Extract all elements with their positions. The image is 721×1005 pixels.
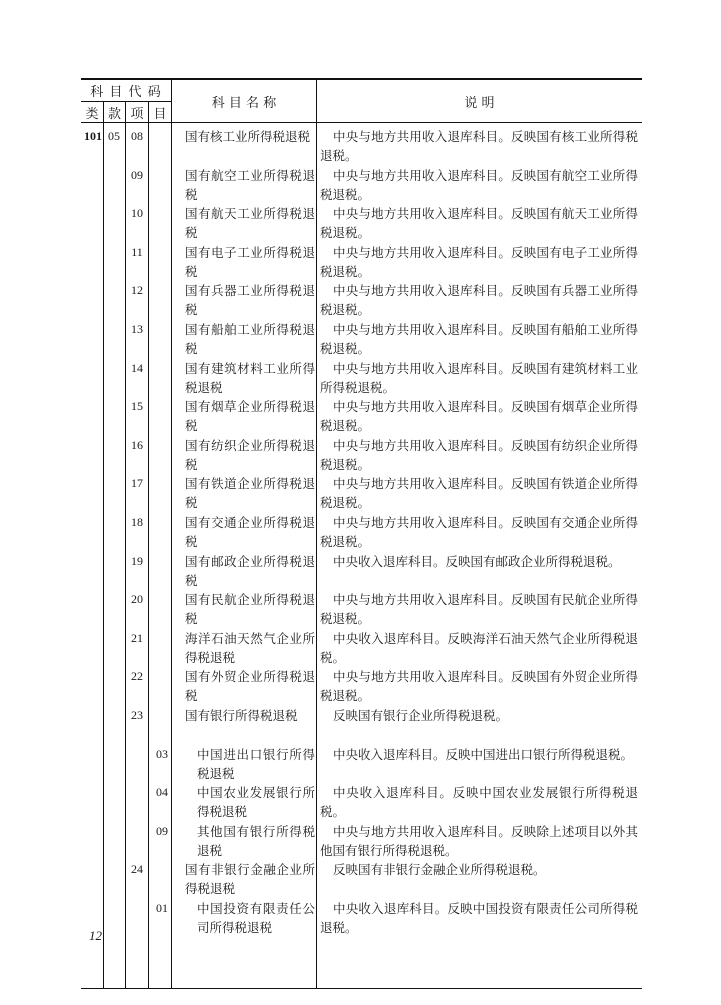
subject-description: 中央与地方共用收入退库科目。反映国有纺织企业所得税退税。 — [320, 437, 638, 472]
subject-name: 国有电子工业所得税退税 — [185, 244, 315, 279]
table-row — [81, 243, 642, 281]
code-xiang: 19 — [131, 553, 143, 568]
code-mu: 04 — [156, 785, 168, 800]
subject-name: 国有外贸企业所得税退税 — [185, 669, 315, 704]
table-row — [81, 281, 642, 319]
table-row — [81, 745, 642, 783]
code-xiang: 10 — [131, 206, 143, 221]
table-bottom-rule — [81, 988, 642, 989]
code-xiang: 20 — [131, 592, 143, 607]
code-xiang: 11 — [131, 244, 143, 259]
table-row — [81, 860, 642, 898]
header-xiang: 项 — [130, 106, 144, 122]
subject-name: 海洋石油天然气企业所得税退税 — [185, 630, 315, 665]
subject-description: 中央与地方共用收入退库科目。反映国有烟草企业所得税退税。 — [320, 399, 638, 434]
header-mu: 目 — [153, 106, 167, 122]
subject-name: 国有航天工业所得税退税 — [185, 206, 315, 241]
subject-name: 中国农业发展银行所得税退税 — [197, 785, 315, 820]
subject-name: 国有邮政企业所得税退税 — [185, 553, 315, 588]
code-xiang: 08 — [131, 129, 143, 143]
table-row — [81, 899, 642, 937]
code-xiang: 21 — [131, 630, 143, 645]
subject-description: 中央与地方共用收入退库科目。反映国有船舶工业所得税退税。 — [320, 322, 638, 356]
code-xiang: 23 — [131, 708, 143, 722]
table-row — [81, 127, 642, 165]
header-divider — [103, 102, 104, 122]
subject-description: 中央与地方共用收入退库科目。反映国有航空工业所得税退税。 — [320, 167, 638, 202]
code-xiang: 12 — [131, 283, 143, 298]
table-header — [81, 80, 642, 123]
subject-name: 国有烟草企业所得税退税 — [185, 399, 315, 434]
subject-description: 中央与地方共用收入退库科目。反映国有铁道企业所得税退税。 — [320, 476, 638, 511]
subject-description: 中央收入退库科目。反映海洋石油天然气企业所得税退税。 — [320, 630, 638, 665]
page-number: 12 — [89, 928, 102, 943]
code-xiang: 17 — [131, 476, 143, 491]
code-mu: 01 — [156, 901, 168, 915]
subject-description: 中央收入退库科目。反映中国农业发展银行所得税退税。 — [320, 785, 638, 820]
table-row — [81, 359, 642, 397]
subject-description: 反映国有非银行金融企业所得税退税。 — [333, 862, 546, 878]
subject-description: 中央收入退库科目。反映中国投资有限责任公司所得税退税。 — [320, 901, 638, 935]
code-xiang: 18 — [131, 515, 143, 529]
header-kuan: 款 — [107, 106, 121, 122]
table-row — [81, 590, 642, 628]
code-xiang: 16 — [131, 437, 143, 452]
subject-name: 国有民航企业所得税退税 — [185, 592, 315, 627]
code-xiang: 22 — [131, 669, 143, 684]
table-row — [81, 397, 642, 435]
subject-description: 中央与地方共用收入退库科目。反映除上述项目以外其他国有银行所得税退税。 — [320, 823, 638, 858]
subject-description: 反映国有银行企业所得税退税。 — [333, 708, 509, 723]
subject-name: 国有非银行金融企业所得税退税 — [185, 862, 315, 897]
header-subject-name: 科 目 名 称 — [211, 95, 277, 111]
code-mu: 09 — [156, 823, 168, 838]
header-divider — [125, 102, 126, 122]
table-row — [81, 822, 642, 860]
code-xiang: 15 — [131, 399, 143, 414]
table-body — [81, 123, 642, 988]
table-row — [81, 166, 642, 204]
header-description: 说 明 — [464, 95, 495, 111]
header-code-group: 科 目 代 码 — [90, 85, 162, 100]
subject-name: 中国进出口银行所得税退税 — [197, 746, 315, 781]
subject-name: 国有交通企业所得税退税 — [185, 515, 315, 549]
table-row — [81, 474, 642, 512]
table-row — [81, 436, 642, 474]
subject-name: 国有铁道企业所得税退税 — [185, 476, 315, 511]
code-kuan: 05 — [108, 129, 120, 143]
subject-description: 中央与地方共用收入退库科目。反映国有交通企业所得税退税。 — [320, 515, 638, 549]
header-divider — [148, 102, 149, 122]
subject-name: 国有银行所得税退税 — [185, 708, 298, 723]
table-row — [81, 513, 642, 551]
subject-description: 中央收入退库科目。反映国有邮政企业所得税退税。 — [333, 553, 621, 569]
code-xiang: 09 — [131, 167, 143, 182]
table-row — [81, 629, 642, 667]
subject-description: 中央与地方共用收入退库科目。反映国有民航企业所得税退税。 — [320, 592, 638, 627]
subject-description: 中央与地方共用收入退库科目。反映国有电子工业所得税退税。 — [320, 244, 638, 279]
code-xiang: 14 — [131, 360, 143, 375]
code-mu: 03 — [156, 746, 168, 761]
code-xiang: 24 — [131, 862, 143, 877]
table-row — [81, 667, 642, 705]
subject-name: 国有核工业所得税退税 — [185, 129, 311, 144]
table-row — [81, 320, 642, 358]
subject-name: 其他国有银行所得税退税 — [197, 823, 315, 858]
table-row — [81, 552, 642, 590]
subject-description: 中央与地方共用收入退库科目。反映国有兵器工业所得税退税。 — [320, 283, 638, 318]
table-row — [81, 204, 642, 242]
subject-description: 中央与地方共用收入退库科目。反映国有航天工业所得税退税。 — [320, 206, 638, 241]
subject-name: 国有兵器工业所得税退税 — [185, 283, 315, 318]
subject-name: 国有纺织企业所得税退税 — [185, 437, 315, 472]
code-xiang: 13 — [131, 322, 143, 336]
table-row — [81, 706, 642, 744]
subject-description: 中央与地方共用收入退库科目。反映国有核工业所得税退税。 — [320, 129, 638, 163]
subject-description: 中央与地方共用收入退库科目。反映国有外贸企业所得税退税。 — [320, 669, 638, 704]
subject-name: 国有航空工业所得税退税 — [185, 167, 315, 202]
subject-name: 中国投资有限责任公司所得税退税 — [197, 901, 315, 935]
header-lei: 类 — [85, 106, 99, 122]
subject-description: 中央收入退库科目。反映中国进出口银行所得税退税。 — [333, 746, 634, 762]
table-row — [81, 783, 642, 821]
subject-description: 中央与地方共用收入退库科目。反映国有建筑材料工业所得税退税。 — [320, 360, 638, 395]
subject-name: 国有船舶工业所得税退税 — [185, 322, 315, 356]
subject-name: 国有建筑材料工业所得税退税 — [185, 360, 315, 395]
code-lei: 101 — [84, 129, 102, 143]
